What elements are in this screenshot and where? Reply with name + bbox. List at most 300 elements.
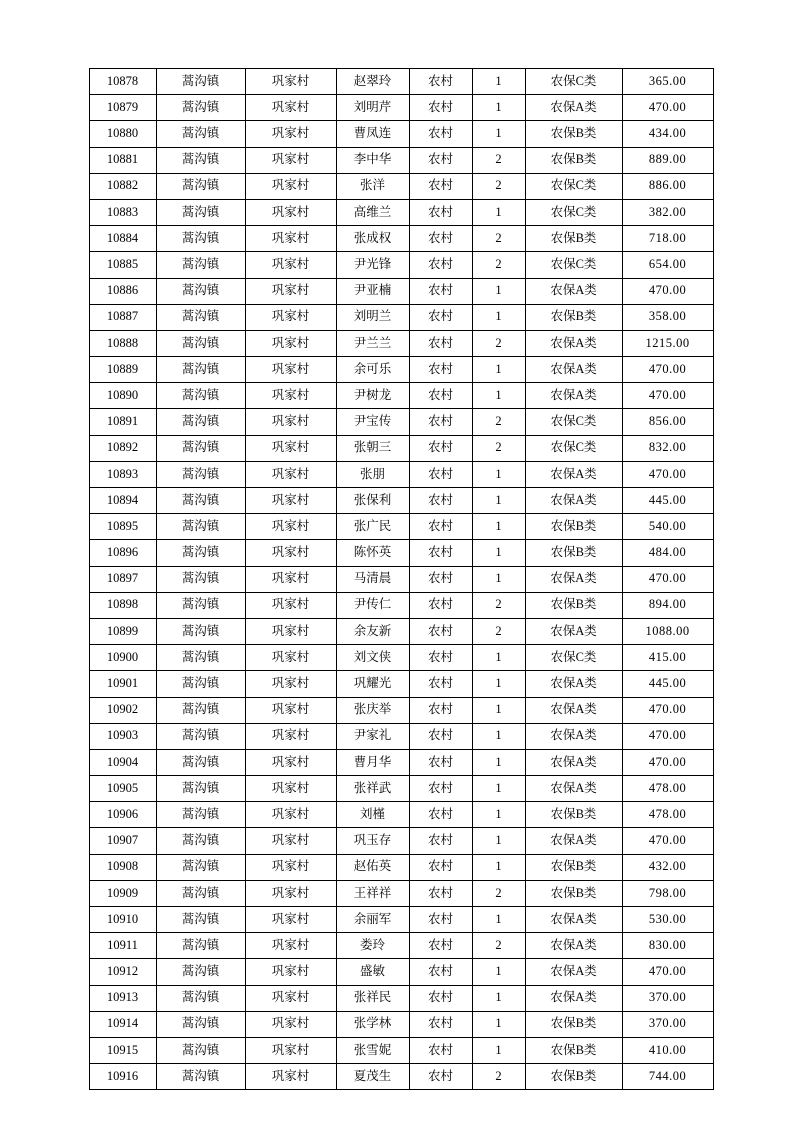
- cell-town: 蒿沟镇: [156, 985, 245, 1011]
- cell-amount: 445.00: [622, 488, 713, 514]
- cell-amount: 470.00: [622, 357, 713, 383]
- cell-household-type: 农村: [409, 618, 472, 644]
- table-row: [89, 985, 713, 1011]
- cell-village: 巩家村: [245, 723, 336, 749]
- cell-household-type: 农村: [409, 409, 472, 435]
- cell-category: 农保B类: [525, 121, 622, 147]
- cell-count: 1: [472, 854, 525, 880]
- cell-id: 10907: [89, 828, 156, 854]
- cell-category: 农保C类: [525, 645, 622, 671]
- cell-household-type: 农村: [409, 304, 472, 330]
- cell-count: 1: [472, 985, 525, 1011]
- cell-category: 农保B类: [525, 304, 622, 330]
- cell-name: 陈怀英: [336, 540, 409, 566]
- table-row: [89, 854, 713, 880]
- cell-village: 巩家村: [245, 854, 336, 880]
- cell-name: 张广民: [336, 514, 409, 540]
- cell-amount: 830.00: [622, 933, 713, 959]
- cell-amount: 470.00: [622, 461, 713, 487]
- cell-count: 2: [472, 173, 525, 199]
- cell-village: 巩家村: [245, 540, 336, 566]
- cell-amount: 370.00: [622, 985, 713, 1011]
- cell-name: 张朝三: [336, 435, 409, 461]
- cell-category: 农保B类: [525, 514, 622, 540]
- cell-category: 农保A类: [525, 723, 622, 749]
- table-row: [89, 95, 713, 121]
- cell-name: 余丽军: [336, 907, 409, 933]
- cell-name: 巩玉存: [336, 828, 409, 854]
- cell-household-type: 农村: [409, 435, 472, 461]
- cell-amount: 470.00: [622, 95, 713, 121]
- cell-id: 10879: [89, 95, 156, 121]
- cell-household-type: 农村: [409, 278, 472, 304]
- cell-amount: 358.00: [622, 304, 713, 330]
- cell-town: 蒿沟镇: [156, 147, 245, 173]
- table-row: [89, 933, 713, 959]
- cell-village: 巩家村: [245, 566, 336, 592]
- cell-village: 巩家村: [245, 95, 336, 121]
- cell-id: 10890: [89, 383, 156, 409]
- cell-category: 农保C类: [525, 199, 622, 225]
- cell-id: 10881: [89, 147, 156, 173]
- cell-household-type: 农村: [409, 121, 472, 147]
- cell-category: 农保C类: [525, 435, 622, 461]
- cell-count: 1: [472, 645, 525, 671]
- cell-town: 蒿沟镇: [156, 357, 245, 383]
- cell-village: 巩家村: [245, 304, 336, 330]
- table-row: [89, 357, 713, 383]
- cell-household-type: 农村: [409, 723, 472, 749]
- cell-category: 农保B类: [525, 592, 622, 618]
- table-row: [89, 1064, 713, 1090]
- cell-village: 巩家村: [245, 933, 336, 959]
- cell-category: 农保B类: [525, 147, 622, 173]
- table-row: [89, 278, 713, 304]
- cell-category: 农保A类: [525, 828, 622, 854]
- cell-household-type: 农村: [409, 147, 472, 173]
- cell-village: 巩家村: [245, 828, 336, 854]
- cell-town: 蒿沟镇: [156, 933, 245, 959]
- cell-village: 巩家村: [245, 147, 336, 173]
- cell-id: 10905: [89, 776, 156, 802]
- table-row: [89, 252, 713, 278]
- cell-town: 蒿沟镇: [156, 69, 245, 95]
- cell-category: 农保B类: [525, 1037, 622, 1063]
- cell-household-type: 农村: [409, 566, 472, 592]
- cell-count: 1: [472, 488, 525, 514]
- cell-village: 巩家村: [245, 645, 336, 671]
- cell-name: 张祥武: [336, 776, 409, 802]
- cell-town: 蒿沟镇: [156, 802, 245, 828]
- cell-name: 张学林: [336, 1011, 409, 1037]
- cell-id: 10896: [89, 540, 156, 566]
- cell-id: 10888: [89, 330, 156, 356]
- cell-town: 蒿沟镇: [156, 1037, 245, 1063]
- cell-count: 2: [472, 933, 525, 959]
- cell-household-type: 农村: [409, 592, 472, 618]
- cell-village: 巩家村: [245, 383, 336, 409]
- cell-count: 1: [472, 69, 525, 95]
- table-row: [89, 959, 713, 985]
- cell-village: 巩家村: [245, 802, 336, 828]
- cell-id: 10883: [89, 199, 156, 225]
- table-row: [89, 907, 713, 933]
- cell-amount: 470.00: [622, 828, 713, 854]
- cell-town: 蒿沟镇: [156, 409, 245, 435]
- cell-town: 蒿沟镇: [156, 488, 245, 514]
- table-row: [89, 592, 713, 618]
- cell-village: 巩家村: [245, 749, 336, 775]
- cell-amount: 470.00: [622, 566, 713, 592]
- cell-amount: 470.00: [622, 749, 713, 775]
- cell-category: 农保A类: [525, 566, 622, 592]
- cell-name: 刘文侠: [336, 645, 409, 671]
- cell-category: 农保A类: [525, 985, 622, 1011]
- cell-amount: 540.00: [622, 514, 713, 540]
- cell-village: 巩家村: [245, 409, 336, 435]
- cell-id: 10912: [89, 959, 156, 985]
- cell-household-type: 农村: [409, 173, 472, 199]
- cell-count: 2: [472, 147, 525, 173]
- cell-name: 尹亚楠: [336, 278, 409, 304]
- table-row: [89, 802, 713, 828]
- cell-name: 尹传仁: [336, 592, 409, 618]
- table-row: [89, 304, 713, 330]
- cell-town: 蒿沟镇: [156, 252, 245, 278]
- cell-name: 曹凤连: [336, 121, 409, 147]
- cell-household-type: 农村: [409, 357, 472, 383]
- cell-name: 赵翠玲: [336, 69, 409, 95]
- cell-category: 农保B类: [525, 226, 622, 252]
- cell-town: 蒿沟镇: [156, 854, 245, 880]
- cell-category: 农保A类: [525, 933, 622, 959]
- cell-amount: 654.00: [622, 252, 713, 278]
- cell-name: 张成权: [336, 226, 409, 252]
- cell-count: 1: [472, 304, 525, 330]
- cell-category: 农保C类: [525, 409, 622, 435]
- cell-count: 2: [472, 1064, 525, 1090]
- cell-name: 马清晨: [336, 566, 409, 592]
- cell-id: 10901: [89, 671, 156, 697]
- cell-count: 1: [472, 566, 525, 592]
- cell-category: 农保B类: [525, 854, 622, 880]
- cell-town: 蒿沟镇: [156, 199, 245, 225]
- cell-id: 10885: [89, 252, 156, 278]
- cell-amount: 470.00: [622, 383, 713, 409]
- cell-amount: 1215.00: [622, 330, 713, 356]
- cell-town: 蒿沟镇: [156, 435, 245, 461]
- cell-town: 蒿沟镇: [156, 461, 245, 487]
- table-row: [89, 461, 713, 487]
- table-row: [89, 69, 713, 95]
- table-row: [89, 409, 713, 435]
- cell-village: 巩家村: [245, 776, 336, 802]
- cell-name: 尹光锋: [336, 252, 409, 278]
- cell-town: 蒿沟镇: [156, 880, 245, 906]
- cell-amount: 478.00: [622, 776, 713, 802]
- cell-village: 巩家村: [245, 1011, 336, 1037]
- cell-household-type: 农村: [409, 252, 472, 278]
- cell-category: 农保A类: [525, 383, 622, 409]
- cell-village: 巩家村: [245, 592, 336, 618]
- table-row: [89, 540, 713, 566]
- table-row: [89, 776, 713, 802]
- cell-town: 蒿沟镇: [156, 383, 245, 409]
- cell-count: 1: [472, 671, 525, 697]
- cell-count: 2: [472, 226, 525, 252]
- cell-amount: 445.00: [622, 671, 713, 697]
- cell-household-type: 农村: [409, 749, 472, 775]
- cell-name: 张保利: [336, 488, 409, 514]
- cell-village: 巩家村: [245, 985, 336, 1011]
- cell-town: 蒿沟镇: [156, 645, 245, 671]
- cell-household-type: 农村: [409, 828, 472, 854]
- cell-village: 巩家村: [245, 618, 336, 644]
- cell-household-type: 农村: [409, 488, 472, 514]
- cell-id: 10895: [89, 514, 156, 540]
- table-row: [89, 618, 713, 644]
- table-row: [89, 1037, 713, 1063]
- cell-amount: 718.00: [622, 226, 713, 252]
- table-row: [89, 880, 713, 906]
- cell-household-type: 农村: [409, 802, 472, 828]
- cell-town: 蒿沟镇: [156, 1064, 245, 1090]
- cell-category: 农保A类: [525, 618, 622, 644]
- cell-id: 10899: [89, 618, 156, 644]
- cell-id: 10910: [89, 907, 156, 933]
- cell-household-type: 农村: [409, 95, 472, 121]
- cell-name: 盛敏: [336, 959, 409, 985]
- cell-category: 农保B类: [525, 1064, 622, 1090]
- cell-village: 巩家村: [245, 278, 336, 304]
- cell-amount: 382.00: [622, 199, 713, 225]
- table-row: [89, 749, 713, 775]
- cell-id: 10916: [89, 1064, 156, 1090]
- cell-count: 2: [472, 252, 525, 278]
- table-row: [89, 566, 713, 592]
- table-row: [89, 723, 713, 749]
- cell-village: 巩家村: [245, 121, 336, 147]
- cell-village: 巩家村: [245, 199, 336, 225]
- cell-name: 娄玲: [336, 933, 409, 959]
- cell-town: 蒿沟镇: [156, 1011, 245, 1037]
- cell-count: 1: [472, 199, 525, 225]
- cell-name: 刘明芹: [336, 95, 409, 121]
- cell-name: 尹树龙: [336, 383, 409, 409]
- table-row: [89, 645, 713, 671]
- cell-town: 蒿沟镇: [156, 330, 245, 356]
- cell-village: 巩家村: [245, 514, 336, 540]
- cell-town: 蒿沟镇: [156, 828, 245, 854]
- cell-category: 农保A类: [525, 907, 622, 933]
- cell-town: 蒿沟镇: [156, 278, 245, 304]
- cell-category: 农保B类: [525, 540, 622, 566]
- cell-count: 1: [472, 278, 525, 304]
- cell-category: 农保A类: [525, 488, 622, 514]
- table-container: [89, 68, 705, 1090]
- cell-id: 10913: [89, 985, 156, 1011]
- cell-amount: 1088.00: [622, 618, 713, 644]
- cell-count: 2: [472, 409, 525, 435]
- cell-village: 巩家村: [245, 488, 336, 514]
- cell-amount: 470.00: [622, 697, 713, 723]
- cell-town: 蒿沟镇: [156, 671, 245, 697]
- table-row: [89, 828, 713, 854]
- cell-town: 蒿沟镇: [156, 173, 245, 199]
- table-row: [89, 1011, 713, 1037]
- cell-id: 10892: [89, 435, 156, 461]
- cell-household-type: 农村: [409, 907, 472, 933]
- cell-name: 刘明兰: [336, 304, 409, 330]
- cell-count: 1: [472, 357, 525, 383]
- cell-household-type: 农村: [409, 1037, 472, 1063]
- cell-id: 10894: [89, 488, 156, 514]
- cell-id: 10900: [89, 645, 156, 671]
- cell-category: 农保A类: [525, 330, 622, 356]
- table-row: [89, 330, 713, 356]
- cell-name: 余友新: [336, 618, 409, 644]
- cell-household-type: 农村: [409, 330, 472, 356]
- cell-category: 农保A类: [525, 278, 622, 304]
- cell-count: 1: [472, 514, 525, 540]
- cell-household-type: 农村: [409, 776, 472, 802]
- cell-id: 10909: [89, 880, 156, 906]
- cell-id: 10893: [89, 461, 156, 487]
- cell-count: 1: [472, 95, 525, 121]
- cell-name: 张庆举: [336, 697, 409, 723]
- cell-id: 10889: [89, 357, 156, 383]
- cell-town: 蒿沟镇: [156, 618, 245, 644]
- cell-category: 农保C类: [525, 252, 622, 278]
- cell-household-type: 农村: [409, 880, 472, 906]
- cell-town: 蒿沟镇: [156, 514, 245, 540]
- cell-amount: 415.00: [622, 645, 713, 671]
- cell-category: 农保A类: [525, 697, 622, 723]
- cell-count: 1: [472, 749, 525, 775]
- cell-name: 王祥祥: [336, 880, 409, 906]
- cell-village: 巩家村: [245, 907, 336, 933]
- table-row: [89, 147, 713, 173]
- cell-count: 2: [472, 330, 525, 356]
- cell-id: 10880: [89, 121, 156, 147]
- cell-village: 巩家村: [245, 357, 336, 383]
- cell-village: 巩家村: [245, 880, 336, 906]
- cell-id: 10887: [89, 304, 156, 330]
- cell-village: 巩家村: [245, 226, 336, 252]
- cell-amount: 832.00: [622, 435, 713, 461]
- cell-count: 1: [472, 121, 525, 147]
- cell-household-type: 农村: [409, 514, 472, 540]
- cell-count: 1: [472, 383, 525, 409]
- cell-village: 巩家村: [245, 461, 336, 487]
- cell-id: 10904: [89, 749, 156, 775]
- cell-name: 尹宝传: [336, 409, 409, 435]
- cell-amount: 886.00: [622, 173, 713, 199]
- cell-village: 巩家村: [245, 671, 336, 697]
- table-row: [89, 514, 713, 540]
- cell-id: 10908: [89, 854, 156, 880]
- cell-town: 蒿沟镇: [156, 304, 245, 330]
- cell-category: 农保A类: [525, 671, 622, 697]
- table-row: [89, 173, 713, 199]
- cell-category: 农保A类: [525, 95, 622, 121]
- cell-name: 李中华: [336, 147, 409, 173]
- cell-count: 2: [472, 592, 525, 618]
- cell-town: 蒿沟镇: [156, 540, 245, 566]
- cell-category: 农保A类: [525, 357, 622, 383]
- cell-village: 巩家村: [245, 330, 336, 356]
- cell-amount: 894.00: [622, 592, 713, 618]
- table-row: [89, 697, 713, 723]
- cell-amount: 470.00: [622, 278, 713, 304]
- cell-town: 蒿沟镇: [156, 697, 245, 723]
- cell-village: 巩家村: [245, 435, 336, 461]
- cell-town: 蒿沟镇: [156, 749, 245, 775]
- cell-village: 巩家村: [245, 1064, 336, 1090]
- cell-category: 农保A类: [525, 959, 622, 985]
- cell-household-type: 农村: [409, 933, 472, 959]
- cell-amount: 856.00: [622, 409, 713, 435]
- cell-name: 尹家礼: [336, 723, 409, 749]
- cell-household-type: 农村: [409, 69, 472, 95]
- cell-town: 蒿沟镇: [156, 566, 245, 592]
- cell-household-type: 农村: [409, 985, 472, 1011]
- cell-count: 2: [472, 435, 525, 461]
- cell-town: 蒿沟镇: [156, 723, 245, 749]
- cell-name: 夏茂生: [336, 1064, 409, 1090]
- cell-household-type: 农村: [409, 199, 472, 225]
- cell-household-type: 农村: [409, 645, 472, 671]
- cell-category: 农保A类: [525, 461, 622, 487]
- cell-id: 10902: [89, 697, 156, 723]
- table-row: [89, 488, 713, 514]
- cell-count: 2: [472, 880, 525, 906]
- cell-name: 曹月华: [336, 749, 409, 775]
- cell-amount: 478.00: [622, 802, 713, 828]
- cell-category: 农保B类: [525, 880, 622, 906]
- table-body: [89, 69, 713, 1090]
- cell-category: 农保A类: [525, 749, 622, 775]
- cell-name: 尹兰兰: [336, 330, 409, 356]
- cell-amount: 798.00: [622, 880, 713, 906]
- cell-village: 巩家村: [245, 252, 336, 278]
- cell-household-type: 农村: [409, 1011, 472, 1037]
- cell-village: 巩家村: [245, 1037, 336, 1063]
- cell-count: 1: [472, 828, 525, 854]
- cell-household-type: 农村: [409, 671, 472, 697]
- cell-name: 高维兰: [336, 199, 409, 225]
- cell-town: 蒿沟镇: [156, 959, 245, 985]
- cell-town: 蒿沟镇: [156, 592, 245, 618]
- table-row: [89, 121, 713, 147]
- cell-id: 10906: [89, 802, 156, 828]
- cell-count: 1: [472, 540, 525, 566]
- cell-count: 1: [472, 959, 525, 985]
- cell-amount: 434.00: [622, 121, 713, 147]
- cell-id: 10884: [89, 226, 156, 252]
- cell-amount: 370.00: [622, 1011, 713, 1037]
- cell-village: 巩家村: [245, 697, 336, 723]
- cell-id: 10898: [89, 592, 156, 618]
- cell-household-type: 农村: [409, 461, 472, 487]
- cell-id: 10882: [89, 173, 156, 199]
- cell-village: 巩家村: [245, 173, 336, 199]
- cell-name: 刘槿: [336, 802, 409, 828]
- cell-id: 10915: [89, 1037, 156, 1063]
- cell-household-type: 农村: [409, 959, 472, 985]
- cell-town: 蒿沟镇: [156, 226, 245, 252]
- cell-name: 赵佑英: [336, 854, 409, 880]
